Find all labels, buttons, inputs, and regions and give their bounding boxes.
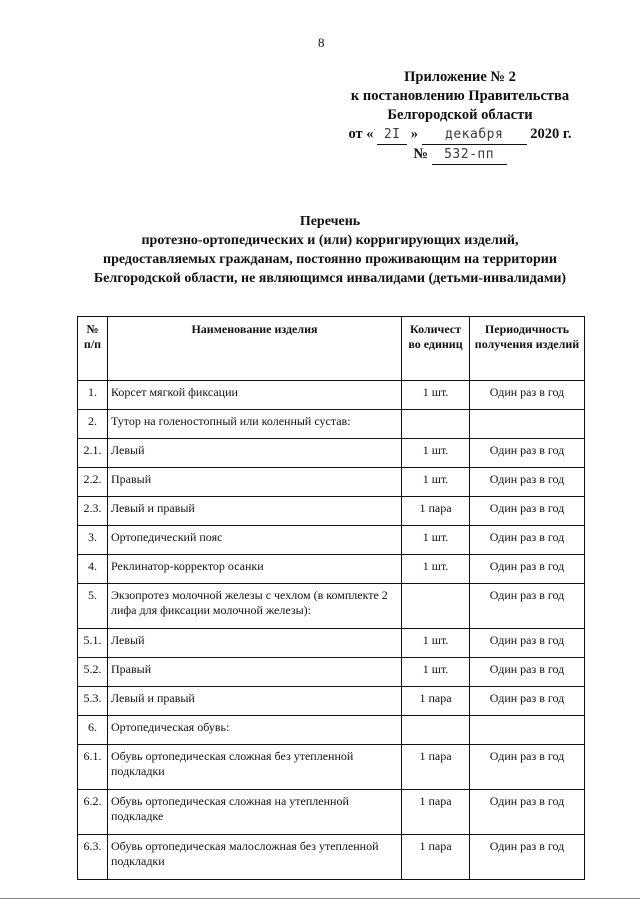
row-name: Левый и правый	[108, 497, 402, 526]
table-row	[78, 658, 585, 687]
row-period: Один раз в год	[470, 468, 585, 497]
appendix-title: Приложение № 2	[404, 69, 516, 85]
page-number: 8	[318, 35, 325, 50]
row-qty: 1 шт.	[402, 555, 470, 584]
table-row	[78, 410, 585, 439]
row-period: Один раз в год	[470, 497, 585, 526]
row-period: Один раз в год	[470, 835, 585, 880]
row-period: Один раз в год	[470, 439, 585, 468]
row-qty	[402, 716, 470, 745]
table-row	[78, 835, 585, 880]
row-period: Один раз в год	[470, 555, 585, 584]
row-name: Реклинатор-корректор осанки	[108, 555, 402, 584]
row-qty: 1 пара	[402, 687, 470, 716]
row-period: Один раз в год	[470, 687, 585, 716]
row-num: 2.1.	[78, 439, 108, 468]
resolution-number: 532-пп	[432, 145, 507, 165]
table-row	[78, 716, 585, 745]
appendix-region-line: Белгородской области	[387, 107, 533, 123]
row-name: Левый	[108, 439, 402, 468]
row-period	[470, 410, 585, 439]
table-row	[78, 790, 585, 835]
row-num: 2.	[78, 410, 108, 439]
row-period	[470, 716, 585, 745]
table-row	[78, 497, 585, 526]
table-row	[78, 468, 585, 497]
row-num: 5.	[78, 584, 108, 629]
row-qty: 1 шт.	[402, 658, 470, 687]
row-qty: 1 шт.	[402, 439, 470, 468]
appendix-date-line	[330, 125, 590, 145]
title-line-2: протезно-ортопедических и (или) корригирующих изделий,	[141, 233, 519, 248]
row-num: 4.	[78, 555, 108, 584]
title-line-4: Белгородской области, не являющимся инвалидами (детьми-инвалидами)	[93, 271, 567, 286]
table-row	[78, 526, 585, 555]
document-title	[60, 212, 600, 288]
row-num: 5.1.	[78, 629, 108, 658]
table-row	[78, 745, 585, 790]
row-qty: 1 пара	[402, 497, 470, 526]
title-line-3: предоставляемых гражданам, постоянно проживающим на территории	[103, 252, 557, 267]
row-qty	[402, 584, 470, 629]
row-num: 5.2.	[78, 658, 108, 687]
appendix-header	[330, 68, 590, 165]
table-header-row	[78, 317, 585, 381]
row-qty: 1 шт.	[402, 526, 470, 555]
row-period: Один раз в год	[470, 745, 585, 790]
row-name: Левый	[108, 629, 402, 658]
row-num: 2.2.	[78, 468, 108, 497]
title-line-1: Перечень	[299, 214, 361, 229]
row-name: Тутор на голеностопный или коленный сустав:	[108, 410, 402, 439]
row-qty: 1 шт.	[402, 629, 470, 658]
row-period: Один раз в год	[470, 790, 585, 835]
row-qty: 1 пара	[402, 745, 470, 790]
row-num: 1.	[78, 381, 108, 410]
row-name: Правый	[108, 658, 402, 687]
row-name: Правый	[108, 468, 402, 497]
row-qty: 1 шт.	[402, 381, 470, 410]
appendix-resolution-line: к постановлению Правительства	[350, 88, 570, 104]
row-num: 6.3.	[78, 835, 108, 880]
table-row	[78, 439, 585, 468]
table-row	[78, 584, 585, 629]
row-num: 3.	[78, 526, 108, 555]
date-prefix: от «	[348, 126, 374, 142]
row-name: Корсет мягкой фиксации	[108, 381, 402, 410]
row-name: Обувь ортопедическая малосложная без утепленной подкладки	[108, 835, 402, 880]
row-num: 2.3.	[78, 497, 108, 526]
row-period: Один раз в год	[470, 526, 585, 555]
row-name: Левый и правый	[108, 687, 402, 716]
appendix-number-line	[330, 145, 590, 165]
number-prefix: №	[413, 146, 428, 162]
row-period: Один раз в год	[470, 629, 585, 658]
date-month: декабря	[422, 125, 527, 145]
row-num: 6.2.	[78, 790, 108, 835]
products-table	[77, 316, 585, 880]
row-qty: 1 шт.	[402, 468, 470, 497]
row-num: 6.	[78, 716, 108, 745]
row-name: Обувь ортопедическая сложная на утепленной подкладке	[108, 790, 402, 835]
row-name: Экзопротез молочной железы с чехлом (в комплекте 2 лифа для фиксации молочной железы):	[108, 584, 402, 629]
row-name: Обувь ортопедическая сложная без утепленной подкладки	[108, 745, 402, 790]
header-num: № п/п	[78, 317, 108, 381]
row-name: Ортопедический пояс	[108, 526, 402, 555]
table-row	[78, 381, 585, 410]
date-day: 2I	[377, 125, 407, 145]
header-period: Периодичность получения изделий	[470, 317, 585, 381]
row-qty: 1 пара	[402, 835, 470, 880]
row-period: Один раз в год	[470, 658, 585, 687]
page-bottom-edge	[0, 898, 640, 899]
header-qty: Количест во единиц	[402, 317, 470, 381]
row-period: Один раз в год	[470, 381, 585, 410]
date-mid: »	[410, 126, 419, 142]
date-year: 2020 г.	[530, 126, 572, 142]
row-num: 6.1.	[78, 745, 108, 790]
header-name: Наименование изделия	[108, 317, 402, 381]
row-qty	[402, 410, 470, 439]
table-row	[78, 555, 585, 584]
row-num: 5.3.	[78, 687, 108, 716]
row-qty: 1 пара	[402, 790, 470, 835]
row-period: Один раз в год	[470, 584, 585, 629]
row-name: Ортопедическая обувь:	[108, 716, 402, 745]
table-row	[78, 629, 585, 658]
table-row	[78, 687, 585, 716]
